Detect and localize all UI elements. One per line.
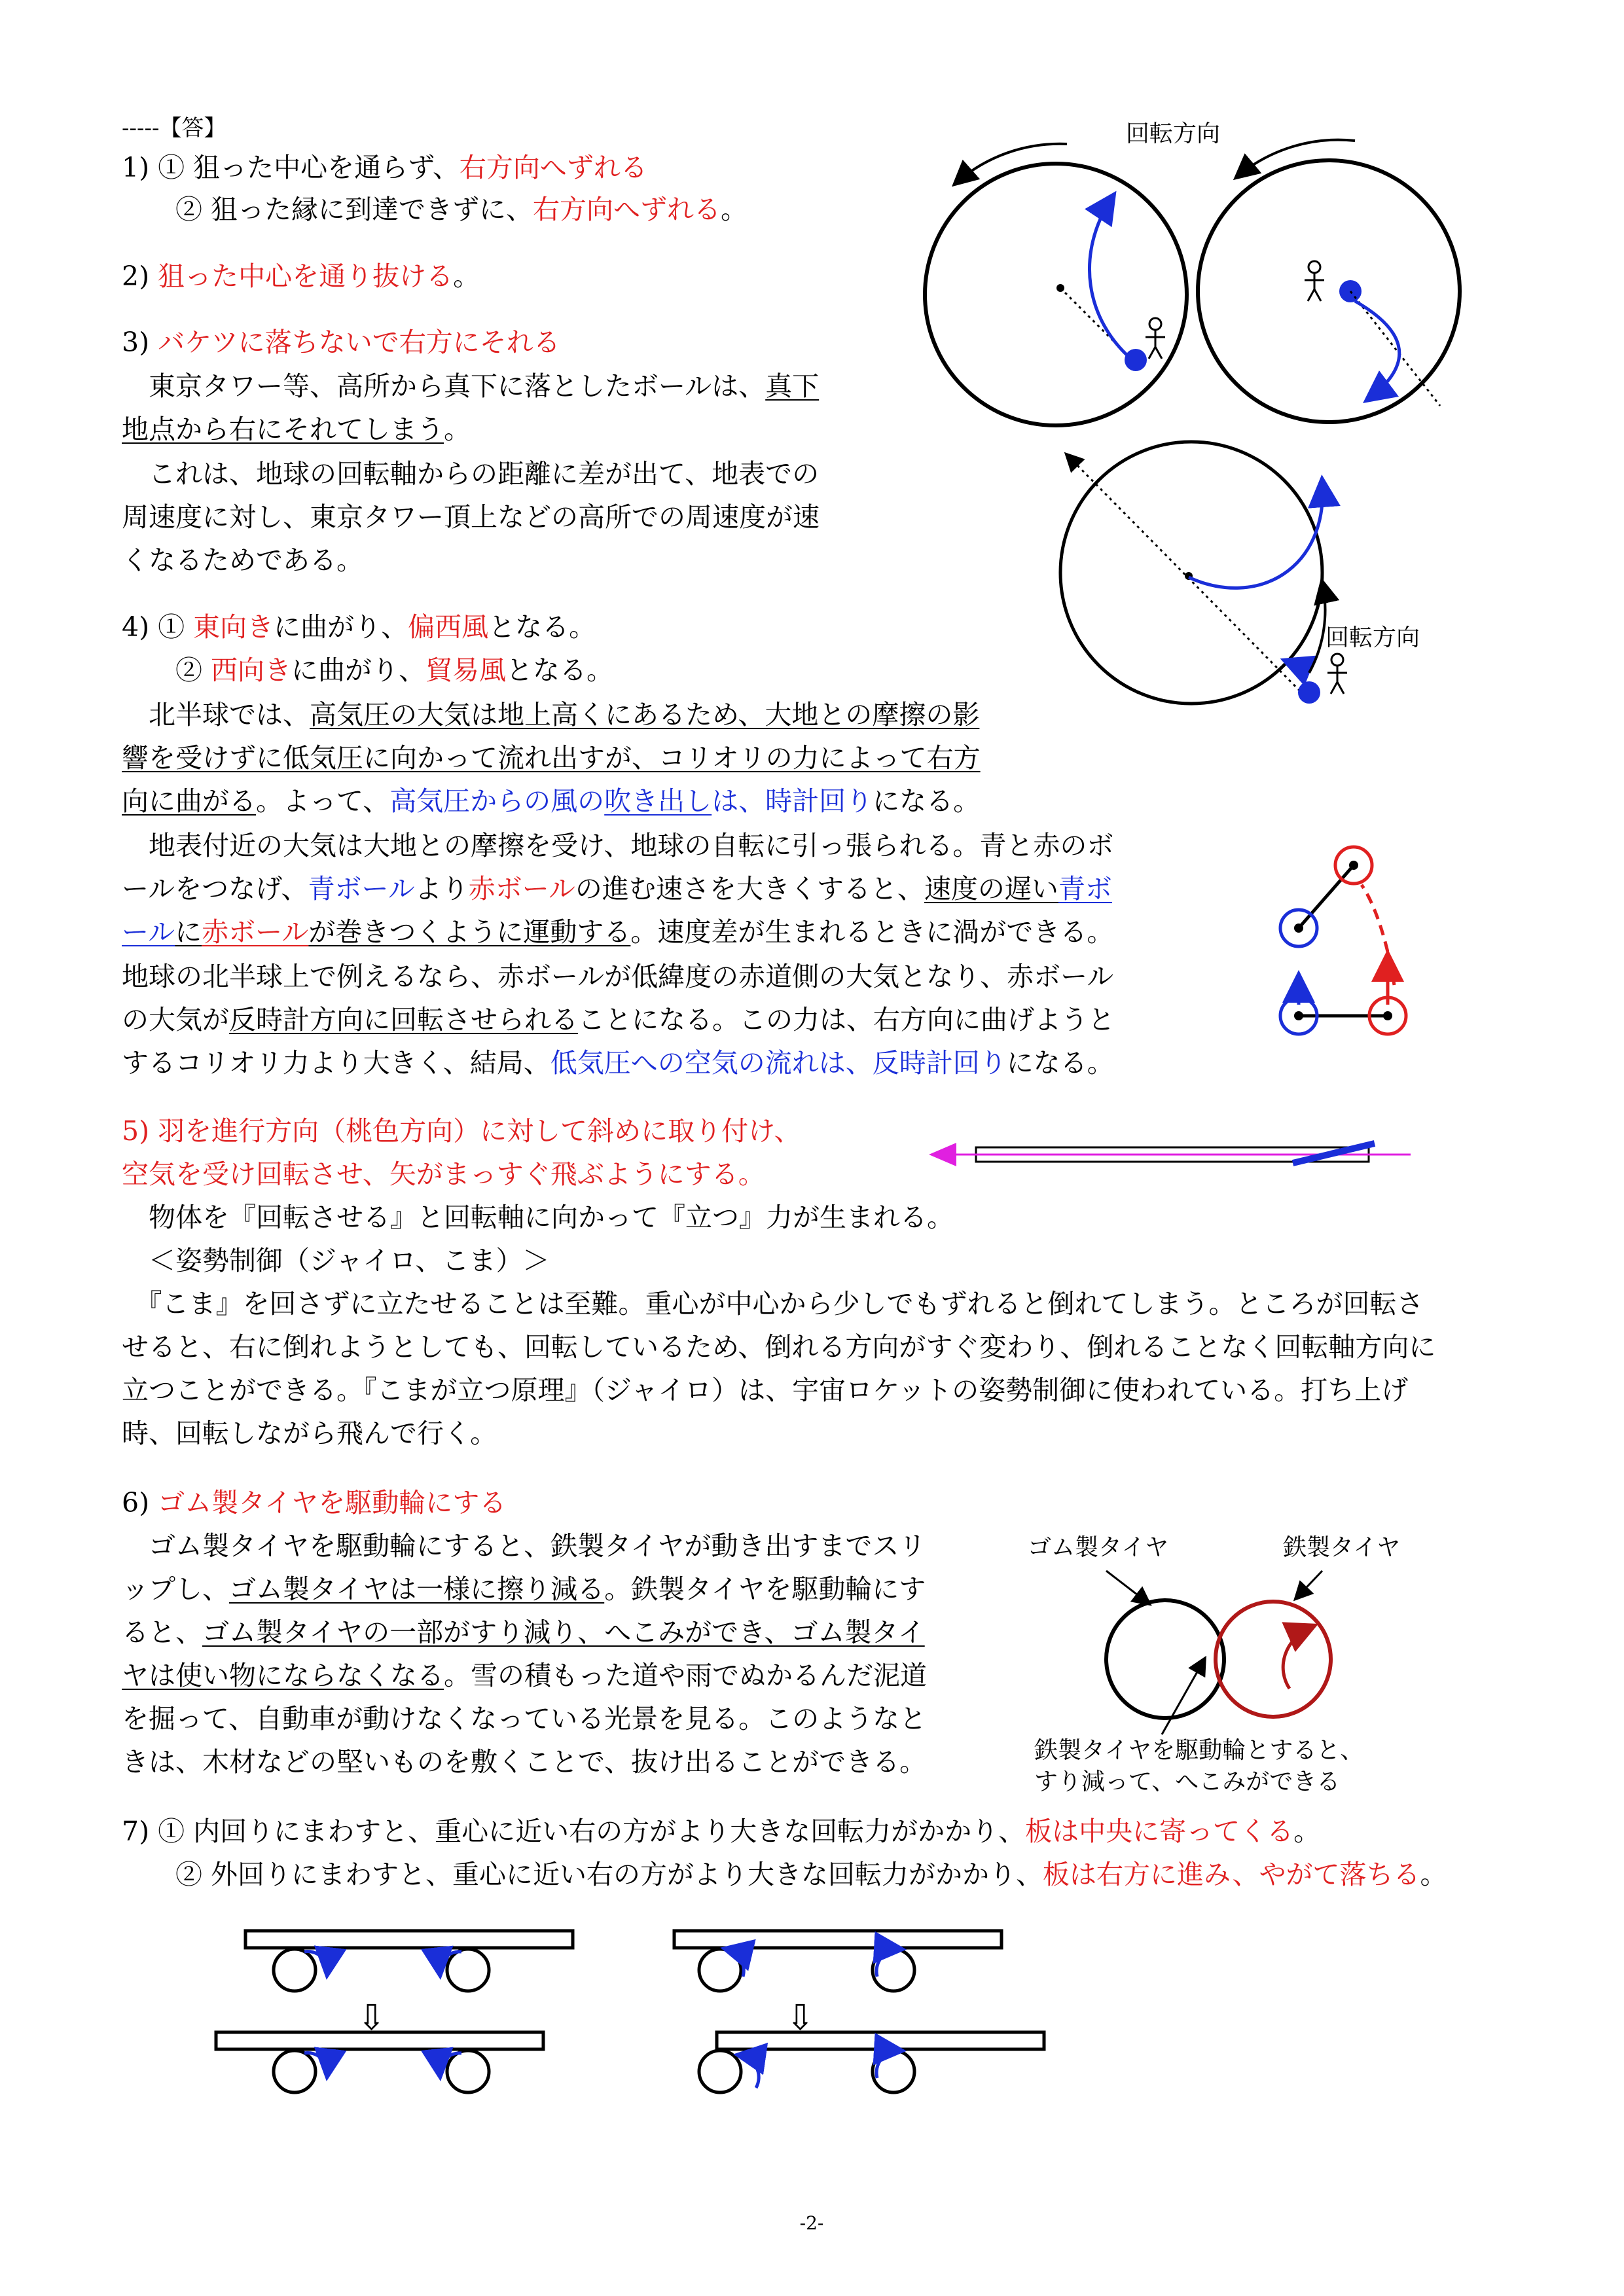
person-bottom xyxy=(1327,654,1347,694)
board-outer-after xyxy=(717,2032,1044,2049)
disk-left xyxy=(925,164,1187,425)
q1-line2: ② 狙った縁に到達できずに、右方向へずれる。 xyxy=(122,194,748,225)
rotation-arrow-right xyxy=(1237,140,1355,177)
q6-line1: ゴム製タイヤを駆動輪にすると、鉄製タイヤが動き出すまでスリ xyxy=(122,1530,926,1562)
tire-figure xyxy=(1021,1551,1375,1748)
iron-drive-note-1: 鉄製タイヤを駆動輪とすると、 xyxy=(1034,1737,1364,1764)
q6-line2: ップし、ゴム製タイヤは一様に擦り減る。鉄製タイヤを駆動輪にす xyxy=(122,1573,926,1605)
q7-line1: 7) ① 内回りにまわすと、重心に近い右の方がより大きな回転力がかかり、板は中央に寄ってくる。 xyxy=(122,1816,1321,1847)
rotation-label-top: 回転方向 xyxy=(1126,120,1221,147)
board-outer-before xyxy=(674,1931,1001,1948)
person-left xyxy=(1146,318,1165,359)
q4-line4: 響を受けずに低気圧に向かって流れ出すが、コリオリの力によって右方 xyxy=(122,742,981,774)
q3-line5: くなるためである。 xyxy=(122,545,363,576)
q5-line7: 立つことができる。『こまが立つ原理』（ジャイロ）は、宇宙ロケットの姿勢制御に使われている。打ち上げ xyxy=(122,1374,1409,1406)
q4-line10: の大気が反時計方向に回転させられることになる。この力は、右方向に曲げようと xyxy=(122,1004,1115,1035)
q6-line5: を掘って、自動車が動けなくなっている光景を見る。このようなと xyxy=(122,1703,927,1734)
board-inner-before xyxy=(245,1931,573,1948)
q4-line8: ールに赤ボールが巻きつくように運動する。速度差が生まれるときに渦ができる。 xyxy=(122,916,1114,948)
q2-answer: 2) 狙った中心を通り抜ける。 xyxy=(122,260,480,292)
q3-head: 3) バケツに落ちないで右方にそれる xyxy=(122,327,560,358)
answer-header: -----【答】 xyxy=(122,115,226,141)
down-arrow-outer-icon: ⇩ xyxy=(785,1997,816,2038)
q4-line5: 向に曲がる。よって、高気圧からの風の吹き出しは、時計回りになる。 xyxy=(122,785,981,817)
q7-line2: ② 外回りにまわすと、重心に近い右の方がより大きな回転力がかかり、板は右方に進み、やがて落ちる。 xyxy=(122,1859,1447,1890)
q5-line1: 5) 羽を進行方向（桃色方向）に対して斜めに取り付け、 xyxy=(122,1115,801,1147)
q3-line3: これは、地球の回転軸からの距離に差が出て、地表での xyxy=(122,458,820,490)
q4-line11: するコリオリ力より大きく、結局、低気圧への空気の流れは、反時計回りになる。 xyxy=(122,1047,1114,1079)
arrow-fin-figure xyxy=(926,1136,1424,1175)
down-arrow-inner-icon: ⇩ xyxy=(357,1997,387,2038)
q4-line3: 北半球では、高気圧の大気は地上高くにあるため、大地との摩擦の影 xyxy=(122,699,980,730)
q4-line1: 4) ① 東向きに曲がり、偏西風となる。 xyxy=(122,611,596,643)
person-right xyxy=(1305,261,1324,301)
q5-line6: せると、右に倒れようとしても、回転しているため、倒れる方向がすぐ変わり、倒れることなく回転軸方向に xyxy=(122,1331,1436,1363)
disk-right xyxy=(1198,160,1460,422)
q4-line6: 地表付近の大気は大地との摩擦を受け、地球の自転に引っ張られる。青と赤のボ xyxy=(122,830,1114,861)
deflect-arrow-right xyxy=(1355,301,1399,399)
rotation-label-mid: 回転方向 xyxy=(1326,624,1420,651)
q6-line3: ると、ゴム製タイヤの一部がすり減り、へこみができ、ゴム製タイ xyxy=(122,1617,925,1648)
rubber-tire-label: ゴム製タイヤ xyxy=(1028,1534,1169,1561)
iron-drive-note-2: すり減って、へこみができる xyxy=(1034,1768,1341,1795)
q5-line5: 『こま』を回さずに立たせることは至難。重心が中心から少しでもずれると倒れてしまう。ところが回転さ xyxy=(122,1288,1424,1319)
vortex-balls-figure xyxy=(1270,838,1427,1060)
board-roller-figure xyxy=(209,1924,1060,2114)
q6-line4: ヤは使い物にならなくなる。雪の積もった道や雨でぬかるんだ泥道 xyxy=(122,1660,927,1691)
page-number: -2- xyxy=(799,2212,824,2234)
q1-line1: 1) ① 狙った中心を通らず、右方向へずれる xyxy=(122,152,647,183)
q6-line6: きは、木材などの堅いものを敷くことで、抜け出ることができる。 xyxy=(122,1746,927,1778)
q3-line2: 地点から右にそれてしまう。 xyxy=(122,414,471,445)
q3-line1: 東京タワー等、高所から真下に落としたボールは、真下 xyxy=(122,370,820,402)
q3-line4: 周速度に対し、東京タワー頂上などの高所での周速度が速 xyxy=(122,501,820,533)
deflect-arrow-left xyxy=(1089,196,1132,360)
q4-line9: 地球の北半球上で例えるなら、赤ボールが低緯度の赤道側の大気となり、赤ボール xyxy=(122,961,1114,992)
q5-line3: 物体を『回転させる』と回転軸に向かって『立つ』力が生まれる。 xyxy=(122,1202,954,1233)
iron-tire-circle xyxy=(1216,1602,1331,1717)
ball-bottom xyxy=(1298,681,1320,704)
iron-tire-label: 鉄製タイヤ xyxy=(1283,1534,1401,1561)
q5-line4: ＜姿勢制御（ジャイロ、こま）＞ xyxy=(122,1245,550,1276)
rubber-tire-circle xyxy=(1106,1600,1224,1718)
q6-head: 6) ゴム製タイヤを駆動輪にする xyxy=(122,1487,507,1518)
q5-line2: 空気を受け回転させ、矢がまっすぐ飛ぶようにする。 xyxy=(122,1158,765,1190)
q5-line8: 時、回転しながら飛んで行く。 xyxy=(122,1418,497,1449)
q4-line2: ② 西向きに曲がり、貿易風となる。 xyxy=(122,655,614,686)
deflect-arrow-bottom xyxy=(1189,481,1323,588)
q4-line7: ールをつなげ、青ボールより赤ボールの進む速さを大きくすると、速度の遅い青ボ xyxy=(122,873,1112,905)
ball-left xyxy=(1125,349,1147,371)
